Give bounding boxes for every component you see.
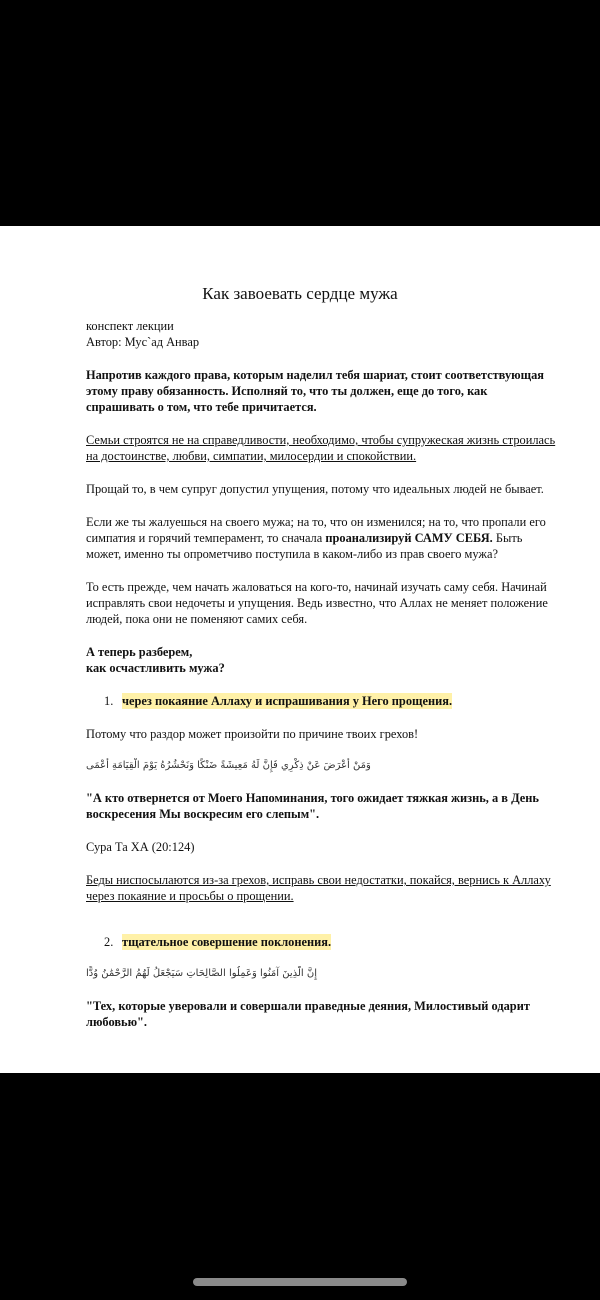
- list-item-1-text: через покаяние Аллаху и испрашивания у Него прощения.: [122, 694, 453, 708]
- document-title: Как завоевать сердце мужа: [202, 284, 398, 303]
- document-subtitle: конспект лекции: [86, 319, 174, 333]
- section-heading: [86, 644, 556, 676]
- reason-paragraph: Потому что раздор может произойти по причине твоих грехов!: [86, 727, 419, 741]
- complain-paragraph-end: Быть может, именно ты опрометчиво поступила в каком-либо из прав своего мужа?: [86, 531, 523, 561]
- intro-paragraph: Напротив каждого права, которым наделил тебя шариат, стоит соответствующая этому праву обязанность. Исполняй то, что ты должен, еще до того, как спрашивать о том, что тебе причитается.: [86, 368, 544, 414]
- complain-paragraph-bold: проанализируй САМУ СЕБЯ.: [325, 531, 493, 545]
- home-indicator[interactable]: [193, 1278, 407, 1286]
- arabic-verse-2: إِنَّ الَّذِينَ آمَنُوا وَعَمِلُوا الصَّالِحَاتِ سَيَجْعَلُ لَهُمُ الرَّحْمَٰنُ وُدًّا: [86, 968, 317, 979]
- document-body: [86, 318, 556, 1030]
- complain-paragraph: [86, 514, 556, 562]
- arabic-verse-1: وَمَنْ أَعْرَضَ عَنْ ذِكْرِي فَإِنَّ لَهُ مَعِيشَةً ضَنْكًا وَنَحْشُرُهُ يَوْمَ الْقِيَامَةِ أَعْمَى: [86, 760, 371, 771]
- forgive-paragraph: Прощай то, в чем супруг допустил упущения, потому что идеальных людей не бывает.: [86, 482, 544, 496]
- underlined-paragraph-sins: Беды ниспосылаются из-за грехов, исправь свои недостатки, покайся, вернись к Аллаху через покаяние и просьбы о прощении.: [86, 873, 551, 903]
- sura-reference: Сура Та ХА (20:124): [86, 840, 195, 854]
- section-heading-line-1: А теперь разберем,: [86, 645, 193, 659]
- list-item-2-number: 2.: [104, 935, 114, 949]
- document-page: [0, 226, 600, 1073]
- complain-paragraph-start: Если же ты жалуешься на своего мужа; на то, что он изменился; на то, что пропали его симпатия и горячий темперамент, то сначала: [86, 515, 546, 545]
- quote-1: "А кто отвернется от Моего Напоминания, того ожидает тяжкая жизнь, а в День воскресения Мы воскресим его слепым".: [86, 791, 539, 821]
- list-item-2: [86, 934, 556, 950]
- self-paragraph: То есть прежде, чем начать жаловаться на кого-то, начинай изучать саму себя. Начинай исправлять свои недочеты и упущения. Ведь известно, что Аллах не меняет положение людей, пока они не поменяют самих себя.: [86, 580, 548, 626]
- list-item-1-number: 1.: [104, 694, 114, 708]
- document-author: Автор: Мус`ад Анвар: [86, 335, 200, 349]
- quote-2: "Тех, которые уверовали и совершали праведные деяния, Милостивый одарит любовью".: [86, 999, 530, 1029]
- list-item-1: [86, 693, 556, 709]
- section-heading-line-2: как осчастливить мужа?: [86, 661, 225, 675]
- underlined-paragraph-family: Семьи строятся не на справедливости, необходимо, чтобы супружеская жизнь строилась на достоинстве, любви, симпатии, милосердии и спокойствии.: [86, 433, 556, 463]
- list-item-2-text: тщательное совершение поклонения.: [122, 935, 332, 949]
